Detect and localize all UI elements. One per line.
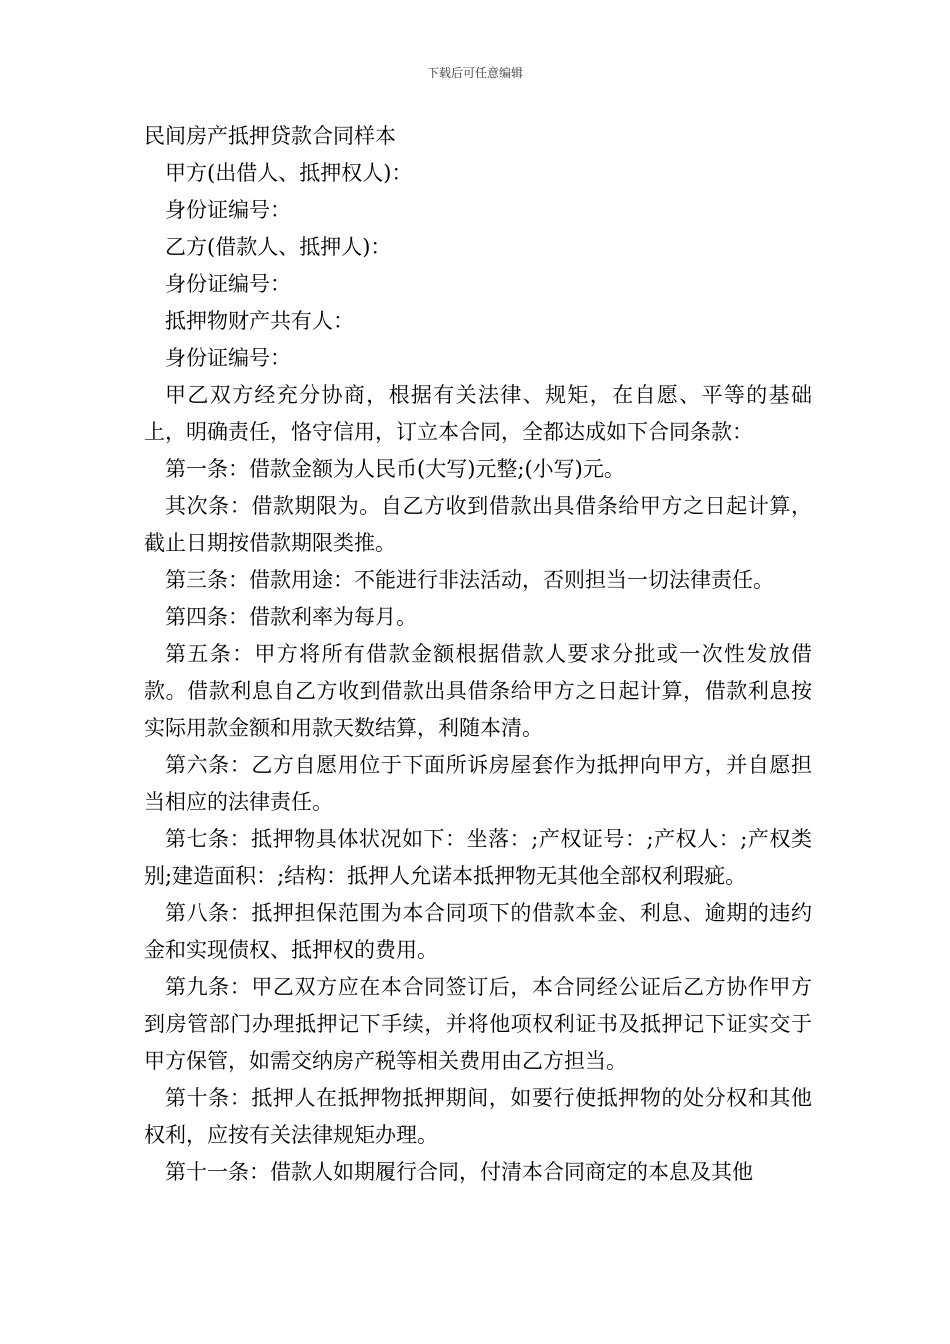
party-a-label: 甲方(出借人、抵押权人)：	[165, 161, 413, 185]
document-body	[144, 118, 812, 1191]
party-b-label: 乙方(借款人、抵押人)：	[165, 235, 392, 259]
header-note: 下载后可任意编辑	[426, 66, 523, 80]
article-9: 第九条：甲乙双方应在本合同签订后，本合同经公证后乙方协作甲方到房管部门办理抵押记下手续，并将他项权利证书及抵押记下证实交于甲方保管，如需交纳房产税等相关费用由乙方担当。	[144, 975, 812, 1073]
co-owner-id-label: 身份证编号：	[165, 346, 291, 370]
party-b-id-label: 身份证编号：	[165, 272, 291, 296]
article-2: 其次条：借款期限为。自乙方收到借款出具借条给甲方之日起计算，截止日期按借款期限类推。	[144, 494, 812, 555]
article-4: 第四条：借款利率为每月。	[165, 605, 417, 629]
preamble-paragraph: 甲乙双方经充分协商，根据有关法律、规矩，在自愿、平等的基础上，明确责任，恪守信用，订立本合同，全都达成如下合同条款：	[144, 383, 812, 444]
article-11: 第十一条：借款人如期履行合同，付清本合同商定的本息及其他	[165, 1160, 753, 1184]
article-5: 第五条：甲方将所有借款金额根据借款人要求分批或一次性发放借款。借款利息自乙方收到借款出具借条给甲方之日起计算，借款利息按实际用款金额和用款天数结算，利随本清。	[144, 642, 812, 740]
co-owner-label: 抵押物财产共有人：	[165, 309, 354, 333]
article-7: 第七条：抵押物具体状况如下：坐落：;产权证号：;产权人：;产权类别;建造面积：;结构：抵押人允诺本抵押物无其他全部权利瑕疵。	[144, 827, 812, 888]
party-a-id-label: 身份证编号：	[165, 198, 291, 222]
article-8: 第八条：抵押担保范围为本合同项下的借款本金、利息、逾期的违约金和实现债权、抵押权的费用。	[144, 901, 812, 962]
article-1: 第一条：借款金额为人民币(大写)元整;(小写)元。	[165, 457, 625, 481]
document-title: 民间房产抵押贷款合同样本	[144, 124, 396, 148]
article-3: 第三条：借款用途：不能进行非法活动，否则担当一切法律责任。	[165, 568, 774, 592]
article-10: 第十条：抵押人在抵押物抵押期间，如要行使抵押物的处分权和其他权利，应按有关法律规矩办理。	[144, 1086, 812, 1147]
article-6: 第六条：乙方自愿用位于下面所诉房屋套作为抵押向甲方，并自愿担当相应的法律责任。	[144, 753, 812, 814]
